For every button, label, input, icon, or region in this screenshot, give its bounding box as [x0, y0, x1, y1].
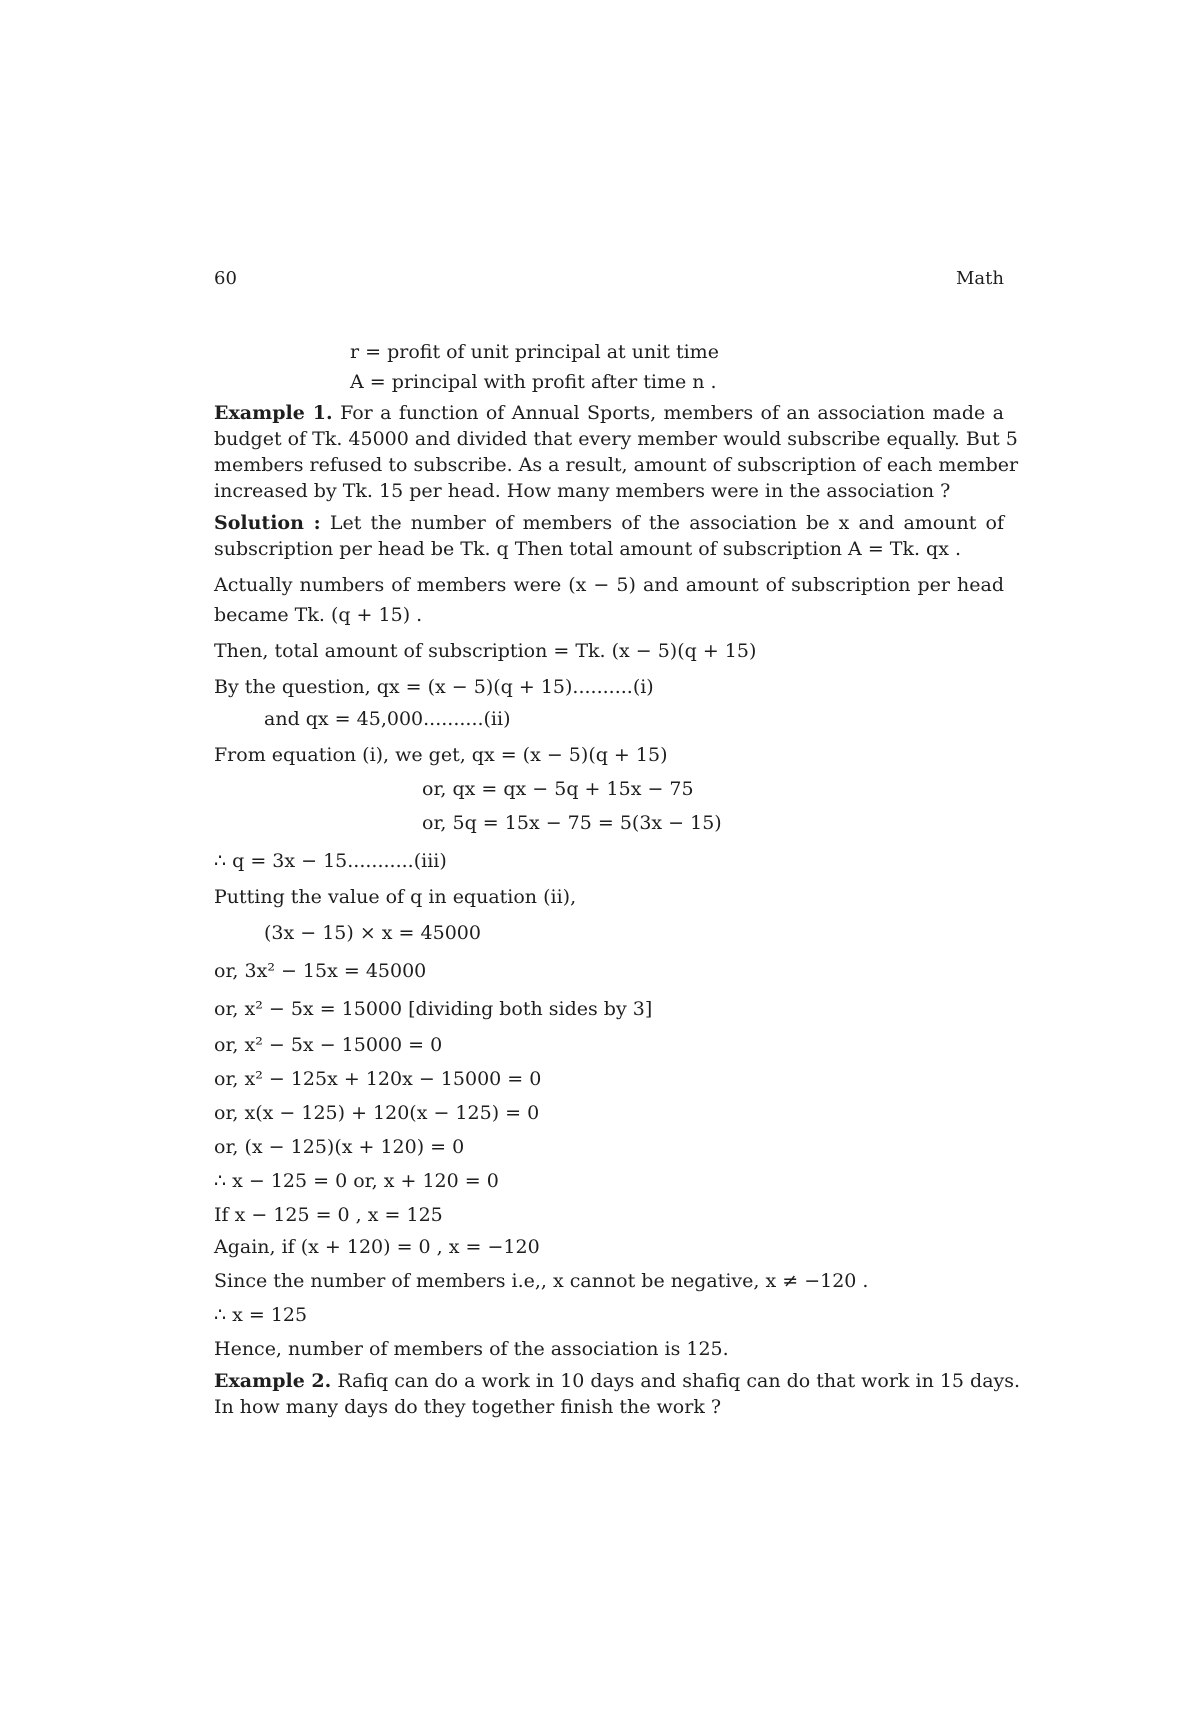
solution-line-14: or, 3x² − 15x = 45000 [214, 960, 427, 982]
solution-line-10: or, 5q = 15x − 75 = 5(3x − 15) [422, 812, 722, 834]
solution-line-15: or, x² − 5x = 15000 [dividing both sides by 3] [214, 998, 653, 1020]
solution-line-24: ∴ x = 125 [214, 1304, 308, 1326]
example2-line-1 [214, 1368, 1021, 1394]
solution-line-17: or, x² − 125x + 120x − 15000 = 0 [214, 1068, 542, 1090]
solution-line-9: or, qx = qx − 5q + 15x − 75 [422, 778, 694, 800]
solution-line-16: or, x² − 5x − 15000 = 0 [214, 1034, 443, 1056]
solution-line-12: Putting the value of q in equation (ii), [214, 886, 577, 908]
running-title: Math [956, 268, 1004, 289]
example2-text-1: Rafiq can do a work in 10 days and shafiq can do that work in 15 days. [337, 1370, 1021, 1392]
solution-line-23: Since the number of members i.e,, x cannot be negative, x ≠ −120 . [214, 1270, 869, 1292]
solution-label: Solution : [214, 512, 321, 534]
solution-line-8: From equation (i), we get, qx = (x − 5)(q + 15) [214, 744, 668, 766]
solution-line-5: Then, total amount of subscription = Tk. (x − 5)(q + 15) [214, 640, 757, 662]
example1-label: Example 1. [214, 402, 333, 424]
definition-a: A = principal with profit after time n . [350, 371, 717, 393]
solution-line-3: Actually numbers of members were (x − 5) and amount of subscription per head [214, 574, 1004, 596]
solution-line-2: subscription per head be Tk. q Then total amount of subscription A = Tk. qx . [214, 538, 962, 560]
solution-line-6: By the question, qx = (x − 5)(q + 15)..........(i) [214, 676, 654, 698]
solution-line-20: ∴ x − 125 = 0 or, x + 120 = 0 [214, 1170, 499, 1192]
example2-line-2: In how many days do they together finish the work ? [214, 1396, 722, 1418]
solution-line-18: or, x(x − 125) + 120(x − 125) = 0 [214, 1102, 540, 1124]
solution-line-13: (3x − 15) × x = 45000 [264, 922, 481, 944]
solution-line-1 [214, 510, 1004, 536]
example1-line-1 [214, 400, 1004, 426]
example1-text-1: For a function of Annual Sports, members of an association made a [340, 402, 1004, 424]
solution-line-19: or, (x − 125)(x + 120) = 0 [214, 1136, 465, 1158]
page-number: 60 [214, 268, 237, 289]
solution-line-22: Again, if (x + 120) = 0 , x = −120 [214, 1236, 540, 1258]
solution-line-11: ∴ q = 3x − 15...........(iii) [214, 850, 447, 872]
example1-line-3: members refused to subscribe. As a result, amount of subscription of each member [214, 454, 1019, 476]
solution-text-1: Let the number of members of the association be x and amount of [329, 512, 1004, 534]
example1-line-2: budget of Tk. 45000 and divided that every member would subscribe equally. But 5 [214, 428, 1018, 450]
example2-label: Example 2. [214, 1370, 332, 1392]
solution-line-4: became Tk. (q + 15) . [214, 604, 423, 626]
solution-line-21: If x − 125 = 0 , x = 125 [214, 1204, 443, 1226]
example1-line-4: increased by Tk. 15 per head. How many members were in the association ? [214, 480, 951, 502]
solution-line-25: Hence, number of members of the association is 125. [214, 1338, 729, 1360]
solution-line-7: and qx = 45,000..........(ii) [264, 708, 511, 730]
definition-r: r = profit of unit principal at unit time [350, 341, 719, 363]
page-header [214, 268, 1004, 294]
